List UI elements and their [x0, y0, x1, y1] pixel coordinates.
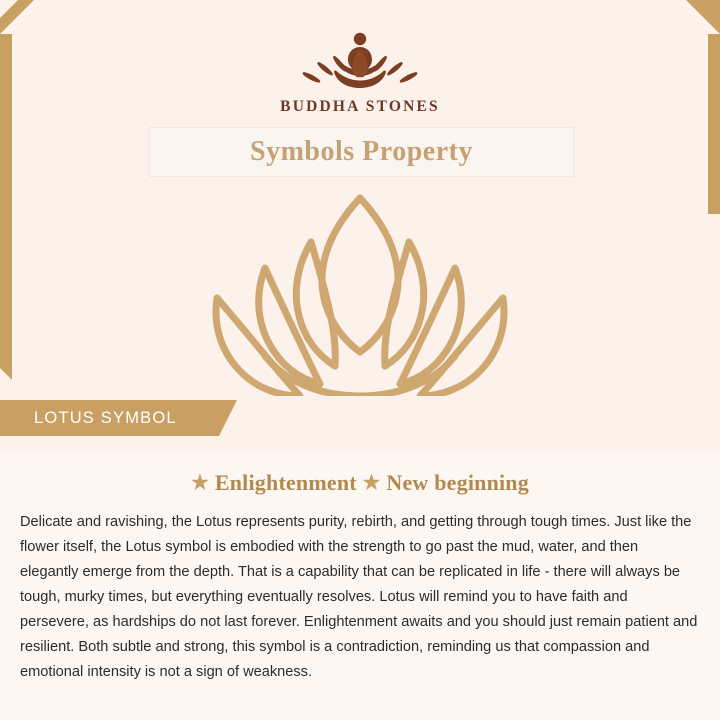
- lotus-flower-outline-icon: [145, 186, 575, 396]
- star-icon-left: ★: [191, 472, 210, 494]
- lotus-illustration: [0, 186, 720, 401]
- symbol-tag-label: LOTUS SYMBOL: [34, 408, 177, 427]
- lotus-meditation-figure-icon: [275, 22, 445, 96]
- page-title: Symbols Property: [250, 136, 473, 167]
- description-paragraph: Delicate and ravishing, the Lotus represents purity, rebirth, and getting through tough times. Just like the flower itself, the Lotus symbol is embodied with the strength to go past the mud, water, and then elegantly emerge from the depth. That is a capability that can be replicated in life - there will always be tough, murky times, but everything eventually resolves. Lotus will remind you to have faith and persevere, as hardships do not last forever. Enlightenment awaits and you should just remain patient and resilient. Both subtle and strong, this symbol is a contradiction, reminding us that compassion and emotional intensity is not a sign of weakness.: [20, 514, 698, 680]
- brand-logo: [0, 22, 720, 116]
- corner-decoration-top-left-inner: [0, 0, 18, 18]
- status-badge: [0, 400, 219, 436]
- headline-text-secondary: New beginning: [386, 470, 529, 495]
- page-title-bar: [150, 128, 573, 176]
- description-panel: [0, 453, 720, 720]
- brand-name: BUDDHA STONES: [280, 98, 440, 115]
- headline-text-primary: Enlightenment: [214, 470, 357, 495]
- section-headline: [0, 470, 720, 496]
- star-icon-right: ★: [362, 472, 381, 494]
